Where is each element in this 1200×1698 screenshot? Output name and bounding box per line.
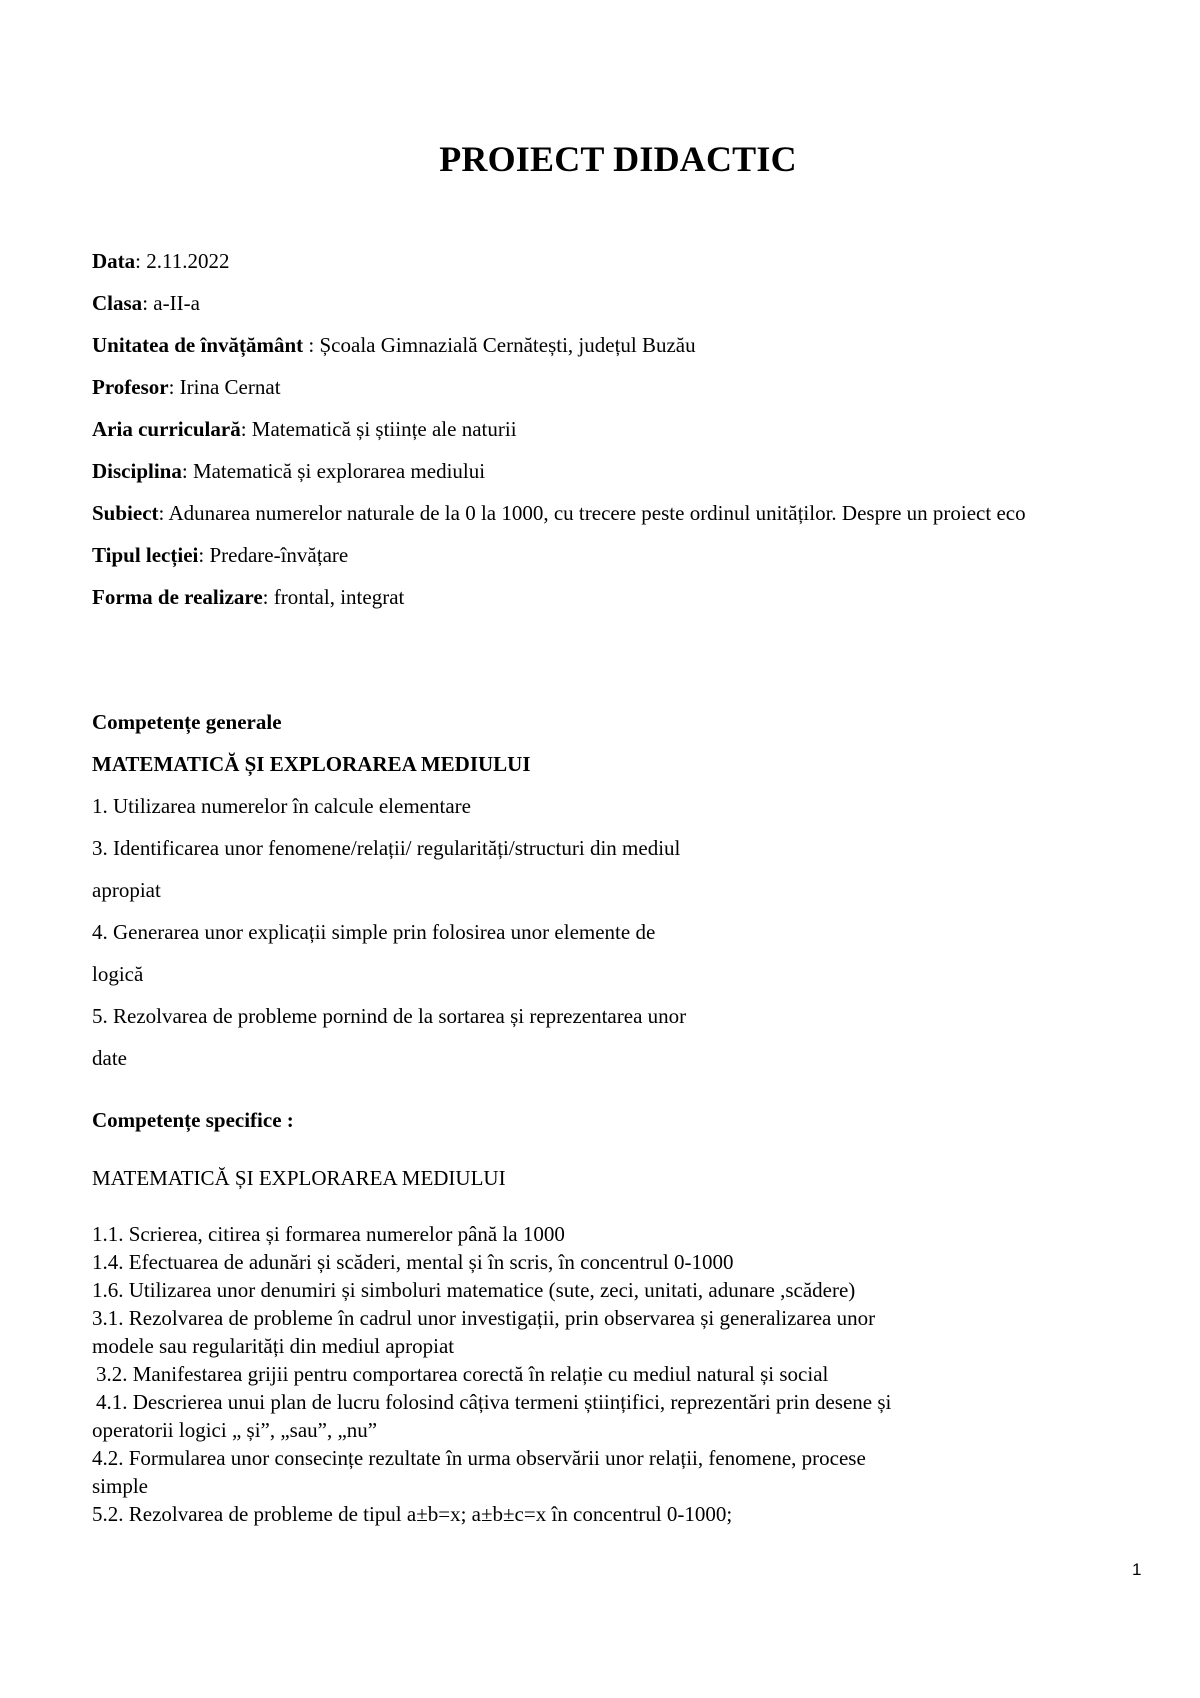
info-subject-value: : Adunarea numerelor naturale de la 0 la 1000, cu trecere peste ordinul unităților. Despre un proiect eco (158, 501, 1026, 525)
general-competence-item: 1. Utilizarea numerelor în calcule elementare (92, 794, 471, 818)
general-competence-item: 4. Generarea unor explicații simple prin folosirea unor elemente de (92, 920, 656, 944)
info-teacher-label: Profesor (92, 375, 169, 399)
general-competence-item: 3. Identificarea unor fenomene/relații/ regularități/structuri din mediul (92, 836, 681, 860)
general-competences (92, 701, 1132, 1079)
info-school-label: Unitatea de învățământ (92, 333, 304, 357)
specific-competence-item: 5.2. Rezolvarea de probleme de tipul a±b=x; a±b±c=x în concentrul 0-1000; (92, 1502, 733, 1526)
general-competence-item: 5. Rezolvarea de probleme pornind de la sortarea și reprezentarea unor (92, 1004, 687, 1028)
specific-competences-list (92, 1220, 1132, 1528)
info-class (92, 282, 1132, 324)
info-curricular-area (92, 408, 1132, 450)
info-school (92, 324, 1132, 366)
info-subject-label: Subiect (92, 501, 159, 525)
info-lesson-type (92, 534, 1132, 576)
info-date-value: : 2.11.2022 (135, 249, 230, 273)
info-class-label: Clasa (92, 291, 143, 315)
info-curricular-area-label: Aria curriculară (92, 417, 241, 441)
document-title: PROIECT DIDACTIC (439, 139, 797, 179)
info-lesson-type-label: Tipul lecției (92, 543, 199, 567)
specific-competence-item: 1.4. Efectuarea de adunări și scăderi, mental și în scris, în concentrul 0-1000 (92, 1250, 734, 1274)
info-form (92, 576, 1132, 618)
specific-competence-item: operatorii logici „ și”, „sau”, „nu” (92, 1418, 378, 1442)
specific-competence-item: 1.1. Scrierea, citirea și formarea numerelor până la 1000 (92, 1222, 565, 1246)
general-competences-heading: Competențe generale (92, 710, 282, 734)
info-class-value: : a-II-a (142, 291, 200, 315)
specific-competence-item: 3.2. Manifestarea grijii pentru comportarea corectă în relație cu mediul natural și social (96, 1362, 829, 1386)
info-date (92, 240, 1132, 282)
page-number: 1 (1132, 1560, 1142, 1579)
info-form-value: : frontal, integrat (262, 585, 405, 609)
specific-competence-item: modele sau regularități din mediul apropiat (92, 1334, 455, 1358)
info-teacher (92, 366, 1132, 408)
specific-competences-heading: Competențe specifice : (92, 1108, 294, 1132)
general-competences-subheading: MATEMATICĂ ȘI EXPLORAREA MEDIULUI (92, 752, 531, 776)
specific-competence-item: 1.6. Utilizarea unor denumiri și simboluri matematice (sute, zeci, unitati, adunare ,scădere) (92, 1278, 856, 1302)
info-date-label: Data (92, 249, 136, 273)
info-form-label: Forma de realizare (92, 585, 263, 609)
info-teacher-value: : Irina Cernat (168, 375, 281, 399)
info-school-value: : Școala Gimnazială Cernătești, județul Buzău (303, 333, 696, 357)
info-discipline (92, 450, 1132, 492)
info-curricular-area-value: : Matematică și științe ale naturii (240, 417, 517, 441)
general-competence-item: apropiat (92, 878, 161, 902)
general-competence-item: date (92, 1046, 127, 1070)
info-subject (92, 492, 1132, 534)
lesson-info (92, 240, 1132, 618)
info-discipline-value: : Matematică și explorarea mediului (181, 459, 486, 483)
info-discipline-label: Disciplina (92, 459, 182, 483)
specific-competence-item: simple (92, 1474, 148, 1498)
specific-competence-item: 3.1. Rezolvarea de probleme în cadrul unor investigații, prin observarea și generalizarea unor (92, 1306, 876, 1330)
specific-competence-item: 4.2. Formularea unor consecințe rezultate în urma observării unor relații, fenomene, procese (92, 1446, 866, 1470)
info-lesson-type-value: : Predare-învățare (198, 543, 349, 567)
specific-competences-subheading: MATEMATICĂ ȘI EXPLORAREA MEDIULUI (92, 1166, 506, 1190)
general-competence-item: logică (92, 962, 144, 986)
specific-competence-item: 4.1. Descrierea unui plan de lucru folosind câțiva termeni științifici, reprezentări prin desene și (96, 1390, 892, 1414)
